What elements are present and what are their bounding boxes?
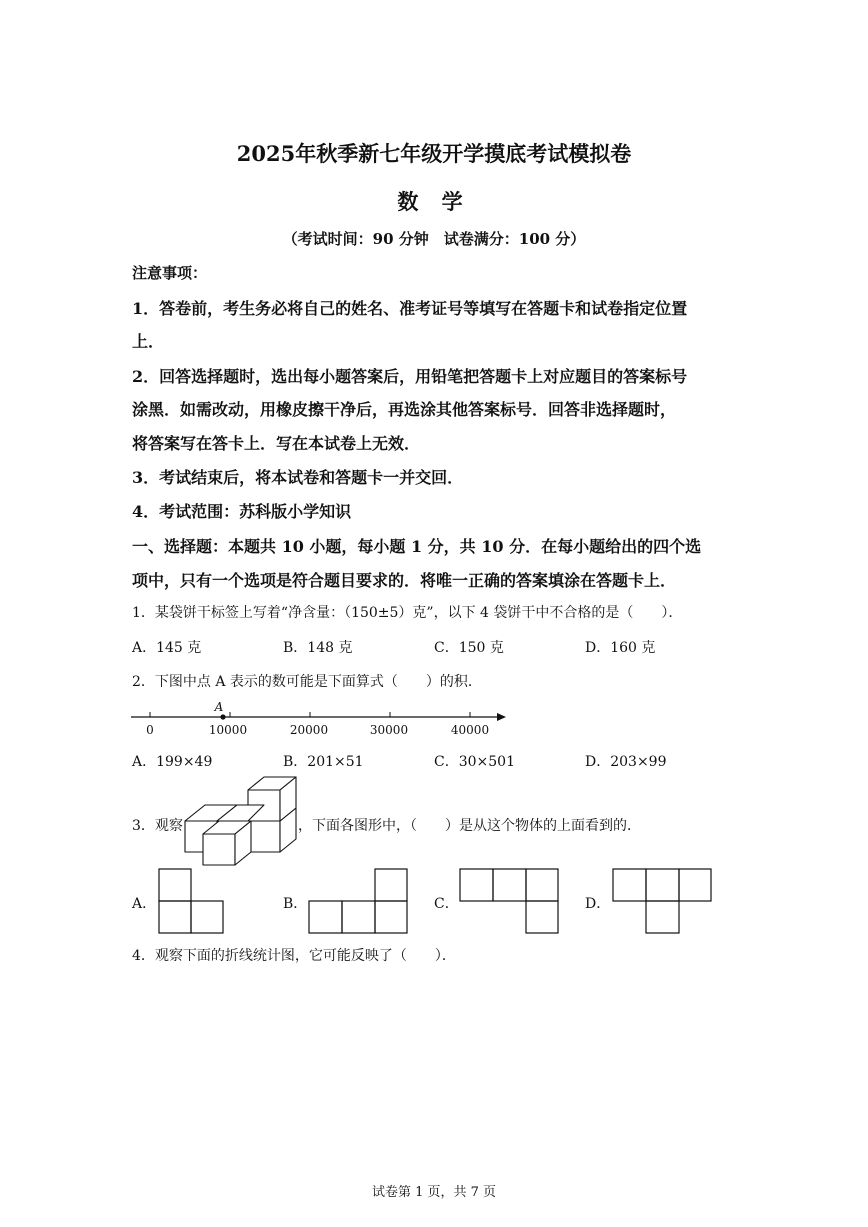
tick-label-30000: 30000 (369, 723, 409, 737)
q2-option-c: C．30×501 (434, 754, 515, 770)
question-1-stem: 1．某袋饼干标签上写着“净含量：（150±5）克”，以下 4 袋饼干中不合格的是（ ）． (132, 605, 683, 621)
section-1-heading-a: 一、选择题：本题共 10 小题，每小题 1 分，共 10 分．在每小题给出的四个选 (132, 537, 702, 556)
question-4-stem: 4．观察下面的折线统计图，它可能反映了（ ）． (132, 948, 456, 964)
section-1-heading-b: 项中，只有一个选项是符合题目要求的．将唯一正确的答案填涂在答题卡上． (132, 571, 677, 590)
note-1-line-a: 1．答卷前，考生务必将自己的姓名、准考证号等填写在答题卡和试卷指定位置 (132, 299, 688, 318)
q3-option-a: A． (132, 896, 157, 912)
tick-label-10000: 10000 (208, 723, 248, 737)
q3-option-b-figure (309, 869, 407, 933)
subject-title: 数 学 (397, 189, 471, 214)
q3-option-d: D． (585, 896, 611, 912)
q1-option-c: C．150 克 (434, 640, 504, 656)
q3-option-c: C． (434, 896, 459, 912)
q3-option-d-figure (613, 869, 711, 933)
tick-label-40000: 40000 (450, 723, 490, 737)
point-a-label: A (214, 700, 224, 714)
question-3-stem-a: 3．观察 (132, 818, 183, 834)
note-1-line-b: 上． (132, 332, 165, 351)
q3-option-c-figure (460, 869, 558, 933)
question-2-stem: 2．下图中点 A 表示的数可能是下面算式（ ）的积． (132, 674, 482, 690)
q3-option-a-figure (159, 869, 223, 933)
q1-option-a: A．145 克 (132, 640, 202, 656)
page-footer: 试卷第 1 页，共 7 页 (371, 1185, 497, 1200)
q2-option-d: D．203×99 (585, 754, 667, 770)
q3-option-b: B． (283, 896, 308, 912)
q2-option-a: A．199×49 (132, 754, 213, 770)
note-2-line-a: 2．回答选择题时，选出每小题答案后，用铅笔把答题卡上对应题目的答案标号 (132, 367, 688, 386)
note-3: 3．考试结束后，将本试卷和答题卡一并交回． (132, 468, 464, 487)
note-4: 4．考试范围：苏科版小学知识 (132, 502, 352, 521)
note-2-line-b: 涂黑．如需改动，用橡皮擦干净后，再选涂其他答案标号．回答非选择题时， (132, 400, 677, 419)
exam-meta: （考试时间：90 分钟 试卷满分：100 分） (282, 230, 586, 248)
q1-option-b: B．148 克 (283, 640, 353, 656)
notes-heading: 注意事项： (132, 264, 208, 282)
question-3-stem-b: ，下面各图形中，（ ）是从这个物体的上面看到的． (298, 818, 641, 834)
exam-title: 2025年秋季新七年级开学摸底考试模拟卷 (236, 141, 632, 166)
tick-label-20000: 20000 (289, 723, 329, 737)
tick-label-0: 0 (146, 723, 154, 737)
note-2-line-c: 将答案写在答卡上．写在本试卷上无效． (132, 434, 421, 453)
q1-option-d: D．160 克 (585, 640, 656, 656)
q2-option-b: B．201×51 (283, 754, 364, 770)
